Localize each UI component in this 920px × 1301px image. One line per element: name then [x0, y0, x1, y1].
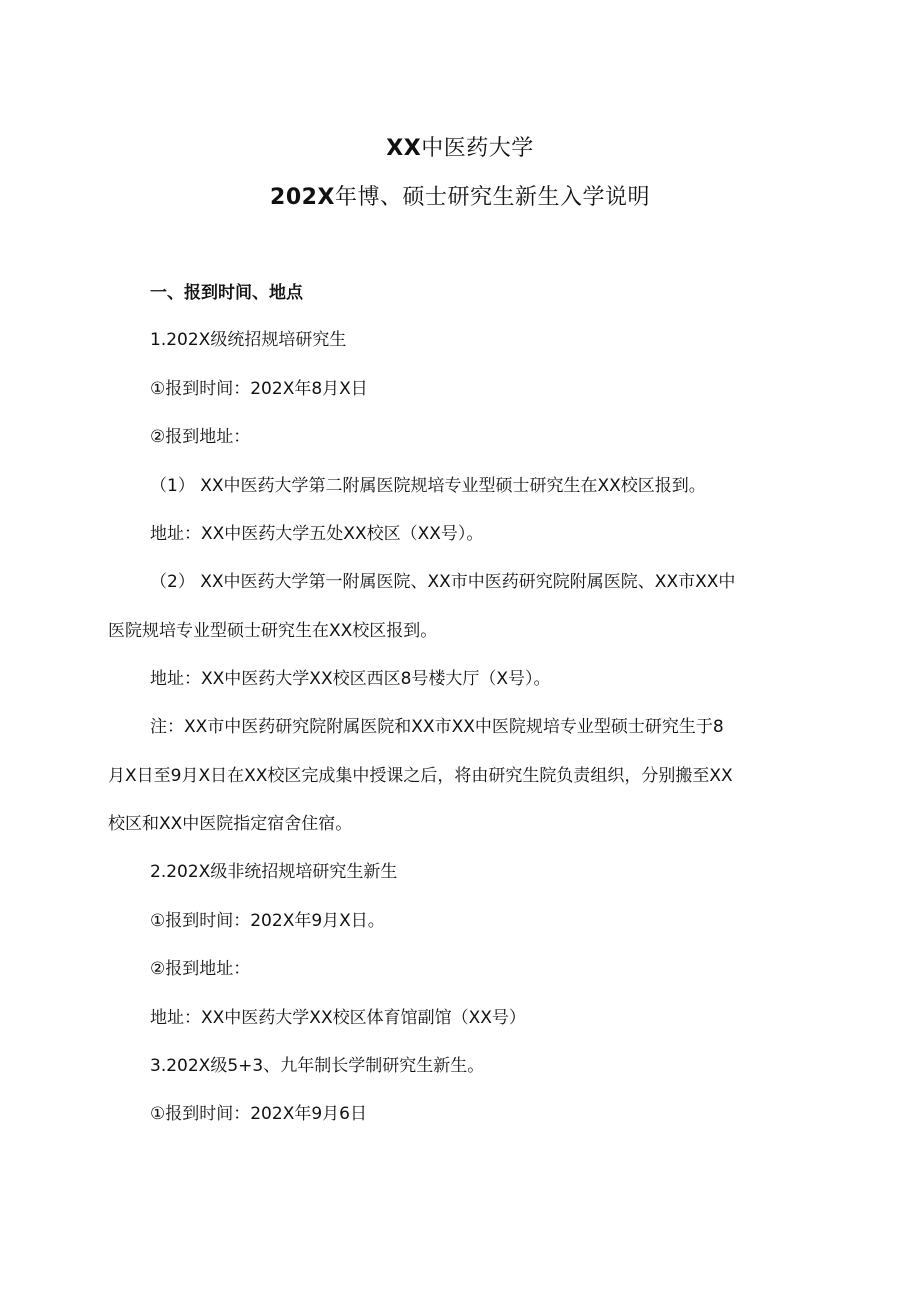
paragraph: 地址：XX中医药大学五处XX校区（XX号）。: [150, 524, 484, 544]
paragraph: 3.202X级5+3、九年制长学制研究生新生。: [150, 1056, 485, 1076]
title-line1-rest: 中医药大学: [421, 136, 534, 161]
section-heading: 一、报到时间、地点: [150, 283, 303, 303]
document-title-line1: [0, 134, 920, 164]
paragraph: ①报到时间：202X年8月X日: [150, 379, 368, 399]
title-line2-bold: 202X: [270, 185, 335, 210]
paragraph: 2.202X级非统招规培研究生新生: [150, 862, 398, 882]
note-paragraph-continuation: 校区和XX中医院指定宿舍住宿。: [108, 814, 353, 834]
paragraph: ②报到地址：: [150, 959, 251, 979]
paragraph: （1） XX中医药大学第二附属医院规培专业型硕士研究生在XX校区报到。: [150, 476, 706, 496]
paragraph: （2） XX中医药大学第一附属医院、XX市中医药研究院附属医院、XX市XX中: [150, 572, 736, 592]
paragraph: ①报到时间：202X年9月6日: [150, 1104, 367, 1124]
paragraph: 1.202X级统招规培研究生: [150, 330, 347, 350]
note-paragraph-continuation: 月X日至9月X日在XX校区完成集中授课之后，将由研究生院负责组织，分别搬至XX: [108, 766, 733, 786]
title-line2-rest: 年博、硕士研究生新生入学说明: [334, 185, 650, 210]
paragraph-continuation: 医院规培专业型硕士研究生在XX校区报到。: [108, 621, 438, 641]
paragraph: ①报到时间：202X年9月X日。: [150, 911, 385, 931]
paragraph: 地址：XX中医药大学XX校区体育馆副馆（XX号）: [150, 1008, 526, 1028]
document-title-line2: [0, 183, 920, 213]
title-line1-bold: XX: [386, 136, 422, 161]
note-paragraph: 注：XX市中医药研究院附属医院和XX市XX中医院规培专业型硕士研究生于8: [150, 717, 724, 737]
paragraph: ②报到地址：: [150, 427, 251, 447]
paragraph: 地址：XX中医药大学XX校区西区8号楼大厅（X号）。: [150, 669, 551, 689]
